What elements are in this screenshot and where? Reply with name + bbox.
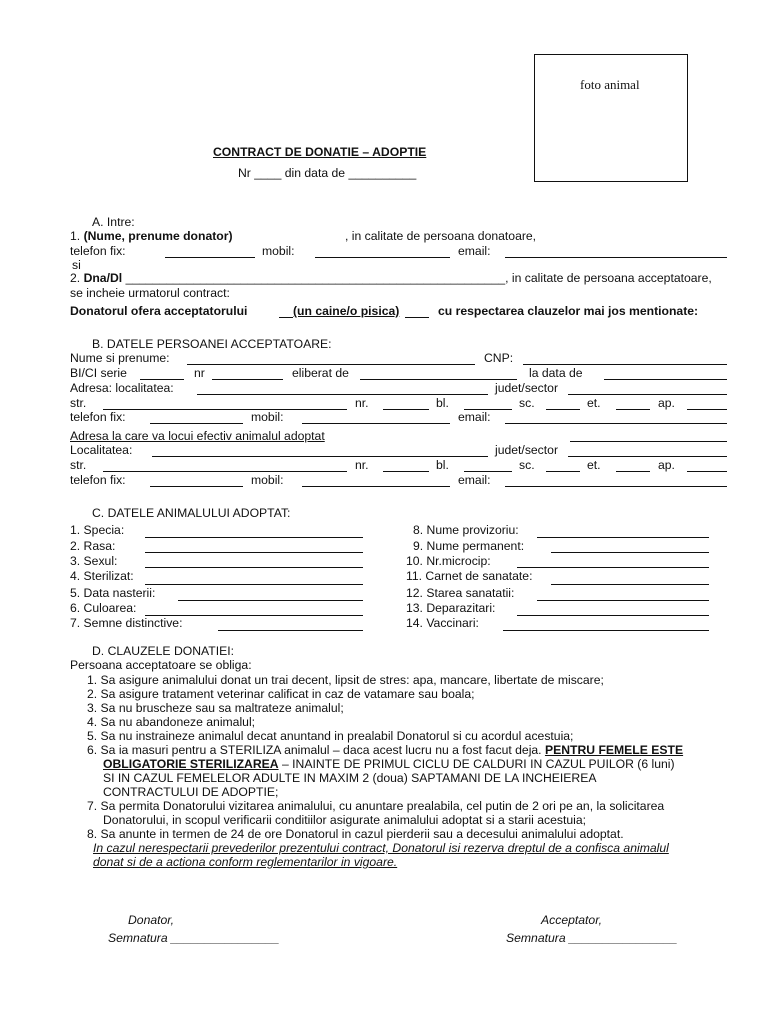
donor-signature-title: Donator, [128, 913, 175, 927]
vaccinations-field[interactable] [503, 630, 709, 631]
clause-3: 3. Sa nu bruscheze sau sa maltrateze animalul; [87, 701, 344, 715]
section-b-heading: B. DATELE PERSOANEI ACCEPTATOARE: [92, 337, 332, 351]
acceptor-email-label: email: [458, 410, 491, 424]
clause-7-line-1: 7. Sa permita Donatorului vizitarea animalului, cu anuntare prealabila, cel putin de 2 ori pe an, la solicitarea [87, 799, 665, 813]
acceptor-mobile-field[interactable] [302, 423, 450, 424]
block-label: bl. [436, 396, 449, 410]
animal-species-label: 1. Specia: [70, 523, 125, 537]
clause-6-emphasis: PENTRU FEMELE ESTE [544, 743, 684, 757]
party-2-line [70, 271, 712, 285]
actual-address-heading: Adresa la care va locui efectiv animalul adoptat [70, 429, 325, 443]
acceptor-email-field[interactable] [505, 423, 727, 424]
actual-county-field[interactable] [568, 456, 727, 457]
actual-apartment-field[interactable] [687, 471, 727, 472]
address-locality-field[interactable] [197, 394, 488, 395]
floor-field[interactable] [616, 409, 650, 410]
animal-sterilized-field[interactable] [145, 584, 363, 585]
actual-street-number-label: nr. [355, 458, 369, 472]
street-field[interactable] [103, 409, 347, 410]
acceptor-name-field[interactable] [187, 364, 475, 365]
actual-block-label: bl. [436, 458, 449, 472]
clause-5: 5. Sa nu instraineze animalul decat anuntand in prealabil Donatorul si cu acordul acestuia; [87, 729, 574, 743]
permanent-name-field[interactable] [551, 552, 709, 553]
donor-signature-line[interactable]: Semnatura ________________ [108, 931, 280, 945]
staircase-field[interactable] [546, 409, 580, 410]
deworming-label: 13. Deparazitari: [406, 601, 496, 615]
animal-breed-field[interactable] [145, 552, 363, 553]
donor-mobile-label: mobil: [262, 244, 295, 258]
animal-sex-label: 3. Sexul: [70, 554, 118, 568]
deworming-field[interactable] [517, 615, 709, 616]
contract-title: CONTRACT DE DONATIE – ADOPTIE [213, 145, 427, 159]
temporary-name-field[interactable] [537, 537, 709, 538]
floor-label: et. [587, 396, 601, 410]
actual-mobile-label: mobil: [251, 473, 284, 487]
acceptor-name-label: Nume si prenume: [70, 351, 170, 365]
clause-4: 4. Sa nu abandoneze animalul; [87, 715, 256, 729]
health-state-label: 12. Starea sanatatii: [406, 586, 515, 600]
clause-2: 2. Sa asigure tratament veterinar calificat in caz de vatamare sau boala; [87, 687, 475, 701]
acceptor-signature-line[interactable]: Semnatura ________________ [506, 931, 678, 945]
donor-role-text: , in calitate de persoana donatoare, [345, 229, 537, 243]
clause-6-line-1 [87, 743, 683, 757]
offer-clause-text: cu respectarea clauzelor mai jos mentionate: [438, 304, 699, 318]
county-label: judet/sector [495, 381, 559, 395]
issue-date-field[interactable] [604, 379, 727, 380]
party-1-line [70, 229, 233, 243]
cnp-label: CNP: [484, 351, 514, 365]
offer-label: Donatorul ofera acceptatorului [70, 304, 248, 318]
clause-6-line-2 [103, 757, 675, 771]
actual-address-extra-field[interactable] [570, 441, 727, 442]
mandatory-sterilization: OBLIGATORIE STERILIZAREA [103, 757, 279, 771]
clause-6-deadline: – INAINTE DE PRIMUL CICLU DE CALDURI IN CAZUL PUILOR (6 luni) [281, 757, 675, 771]
actual-email-label: email: [458, 473, 491, 487]
actual-phone-field[interactable] [150, 486, 243, 487]
animal-birthdate-field[interactable] [178, 600, 363, 601]
cnp-field[interactable] [523, 364, 727, 365]
actual-phone-label: telefon fix: [70, 473, 126, 487]
animal-photo-box [534, 54, 688, 182]
offer-underline-right [405, 317, 429, 318]
actual-street-label: str. [70, 458, 87, 472]
county-field[interactable] [568, 394, 727, 395]
actual-locality-label: Localitatea: [70, 443, 133, 457]
obligations-intro: Persoana acceptatoare se obliga: [70, 658, 252, 672]
health-book-field[interactable] [551, 584, 709, 585]
section-a-heading: A. Intre: [92, 215, 135, 229]
breach-note-line-1: In cazul nerespectarii prevederilor prezentului contract, Donatorul isi rezerva dreptul de a confisca animalul [93, 841, 669, 855]
street-number-field[interactable] [383, 409, 429, 410]
street-number-label: nr. [355, 396, 369, 410]
vaccinations-label: 14. Vaccinari: [406, 616, 479, 630]
actual-staircase-field[interactable] [546, 471, 580, 472]
actual-mobile-field[interactable] [302, 486, 450, 487]
health-book-label: 11. Carnet de sanatate: [406, 569, 533, 583]
clause-1: 1. Sa asigure animalului donat un trai decent, lipsit de stres: apa, mancare, libertate de miscare; [87, 673, 604, 687]
animal-breed-label: 2. Rasa: [70, 539, 116, 553]
acceptor-phone-label: telefon fix: [70, 410, 126, 424]
donor-name-label: (Nume, prenume donator) [83, 229, 233, 243]
donor-email-label: email: [458, 244, 491, 258]
issue-date-label: la data de [529, 366, 583, 380]
actual-street-field[interactable] [103, 471, 347, 472]
street-label: str. [70, 396, 87, 410]
actual-county-label: judet/sector [495, 443, 559, 457]
actual-block-field[interactable] [464, 471, 512, 472]
temporary-name-label: 8. Nume provizoriu: [413, 523, 519, 537]
clause-6-text: 6. Sa ia masuri pentru a STERILIZA animalul – daca acest lucru nu a fost facut deja. [87, 743, 542, 757]
contract-number-line: Nr ____ din data de __________ [238, 166, 417, 180]
clause-7-line-2: Donatorului, in scopul verificarii conditiilor asigurate animalului adoptat si a starii acestuia; [103, 813, 587, 827]
acceptor-title-label: Dna/Dl [83, 271, 123, 285]
animal-color-label: 6. Culoarea: [70, 601, 137, 615]
offer-animal-type: (un caine/o pisica) [293, 304, 400, 318]
actual-staircase-label: sc. [519, 458, 535, 472]
animal-marks-label: 7. Semne distinctive: [70, 616, 183, 630]
actual-floor-label: et. [587, 458, 601, 472]
contract-intro: se incheie urmatorul contract: [70, 286, 230, 300]
clause-6-line-3: SI IN CAZUL FEMELELOR ADULTE IN MAXIM 2 (doua) SAPTAMANI DE LA INCHEIEREA [103, 771, 597, 785]
acceptor-role-text: ________________________________________________________, in calitate de persoana acceptatoare, [125, 271, 712, 285]
actual-email-field[interactable] [505, 486, 727, 487]
permanent-name-label: 9. Nume permanent: [413, 539, 525, 553]
id-number-label: nr [194, 366, 205, 380]
staircase-label: sc. [519, 396, 535, 410]
actual-street-number-field[interactable] [383, 471, 429, 472]
photo-label: foto animal [580, 77, 640, 92]
donor-mobile-field[interactable] [315, 257, 450, 258]
donor-email-field[interactable] [505, 257, 727, 258]
apartment-field[interactable] [687, 409, 727, 410]
breach-note-line-2: donat si de a actiona conform reglementarilor in vigoare. [93, 855, 398, 869]
animal-sex-field[interactable] [145, 567, 363, 568]
microchip-label: 10. Nr.microcip: [406, 554, 491, 568]
id-series-field[interactable] [140, 379, 184, 380]
actual-apartment-label: ap. [658, 458, 675, 472]
party-2-num: 2. [70, 271, 81, 285]
and-word: si [72, 258, 81, 272]
microchip-field[interactable] [517, 567, 709, 568]
apartment-label: ap. [658, 396, 675, 410]
clause-8: 8. Sa anunte in termen de 24 de ore Donatorul in cazul pierderii sau a decesului animalului adoptat. [87, 827, 624, 841]
donor-phone-label: telefon fix: [70, 244, 126, 258]
issued-by-label: eliberat de [292, 366, 349, 380]
id-number-field[interactable] [212, 379, 283, 380]
animal-marks-field[interactable] [218, 630, 363, 631]
acceptor-phone-field[interactable] [150, 423, 243, 424]
acceptor-mobile-label: mobil: [251, 410, 284, 424]
clause-6-line-4: CONTRACTULUI DE ADOPTIE; [103, 785, 279, 799]
section-c-heading: C. DATELE ANIMALULUI ADOPTAT: [92, 506, 291, 520]
health-state-field[interactable] [537, 600, 709, 601]
party-1-num: 1. [70, 229, 81, 243]
animal-species-field[interactable] [145, 537, 363, 538]
donor-phone-field[interactable] [165, 257, 255, 258]
animal-birthdate-label: 5. Data nasterii: [70, 586, 156, 600]
acceptor-signature-title: Acceptator, [541, 913, 602, 927]
address-locality-label: Adresa: localitatea: [70, 381, 174, 395]
section-d-heading: D. CLAUZELE DONATIEI: [92, 644, 234, 658]
actual-locality-field[interactable] [152, 456, 488, 457]
actual-floor-field[interactable] [616, 471, 650, 472]
issued-by-field[interactable] [360, 379, 517, 380]
animal-sterilized-label: 4. Sterilizat: [70, 569, 134, 583]
id-series-label: BI/CI serie [70, 366, 127, 380]
offer-underline-left [279, 317, 293, 318]
